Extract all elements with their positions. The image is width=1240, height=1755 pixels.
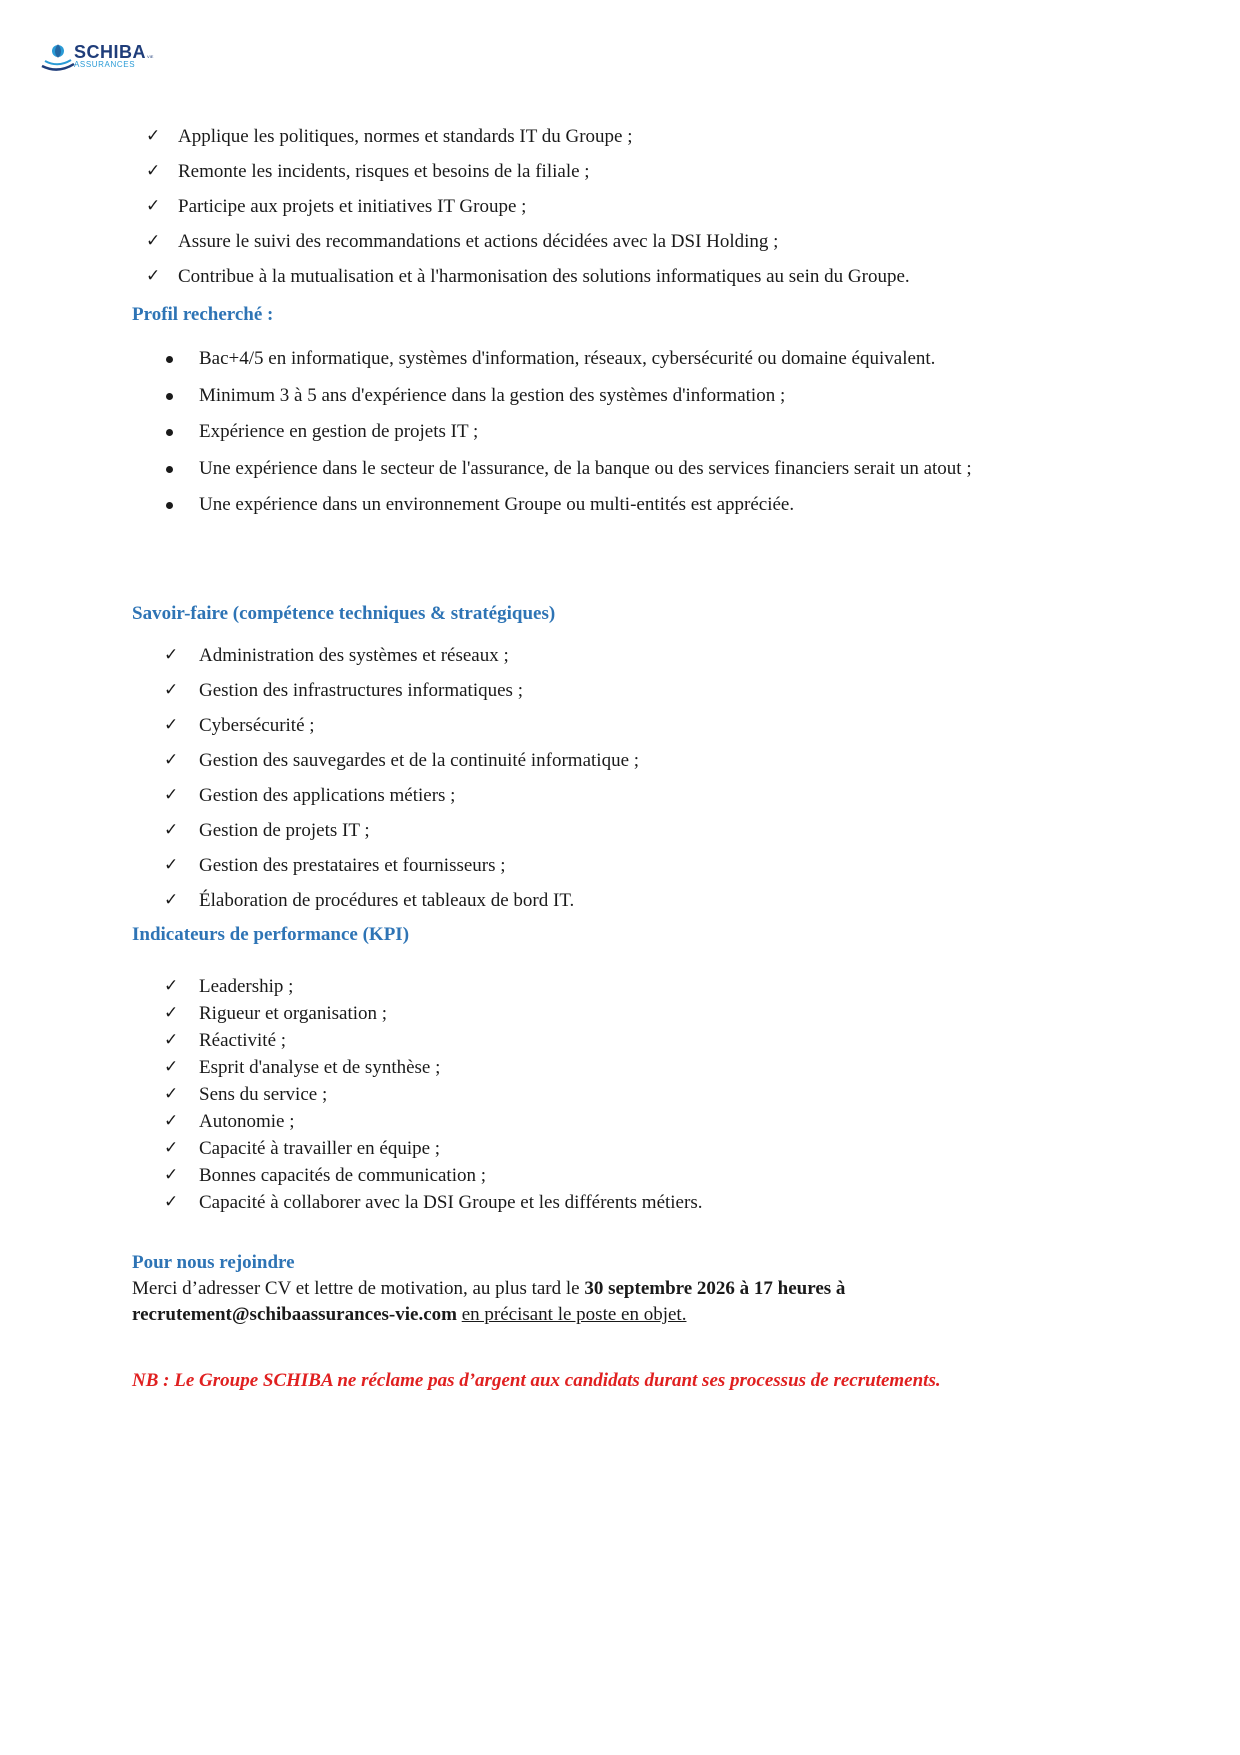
check-icon: ✓ [146,196,161,216]
join-intro: Merci d’adresser CV et lettre de motivation, au plus tard le [132,1278,585,1299]
list-item-text: Une expérience dans un environnement Groupe ou multi-entités est appréciée. [199,494,795,515]
profil-heading: Profil recherché : [132,304,274,325]
list-item-text: Réactivité ; [199,1030,287,1051]
check-icon: ✓ [164,820,179,840]
list-item [164,378,976,415]
deadline-text: 30 septembre 2026 à 17 heures à [584,1278,846,1299]
profil-list [164,341,976,524]
bullet-icon [166,393,173,400]
application-instructions [132,1250,977,1328]
scam-warning: NB : Le Groupe SCHIBA ne réclame pas d’argent aux candidats durant ses processus de recrutements. [132,1370,941,1391]
logo-tag: VIE [147,54,154,59]
list-item-text: Contribue à la mutualisation et à l'harmonisation des solutions informatiques au sein du Groupe. [178,266,910,287]
list-item-text: Sens du service ; [199,1084,328,1105]
logo-name: SCHIBA [74,42,147,62]
list-item-text: Une expérience dans le secteur de l'assurance, de la banque ou des services financiers serait un atout ; [199,457,972,479]
bullet-icon [166,466,173,473]
check-icon: ✓ [164,1192,179,1212]
list-item-text: Gestion des applications métiers ; [199,785,456,806]
check-icon: ✓ [146,266,161,286]
list-item [164,451,976,488]
check-icon: ✓ [164,855,179,875]
list-item-text: Administration des systèmes et réseaux ; [199,645,509,666]
logo-swirl-icon [40,40,76,72]
bullet-icon [166,429,173,436]
list-item-text: Assure le suivi des recommandations et actions décidées avec la DSI Holding ; [178,231,779,252]
check-icon: ✓ [164,1165,179,1185]
kpi-heading: Indicateurs de performance (KPI) [132,924,410,945]
list-item-text: Gestion de projets IT ; [199,820,370,841]
check-icon: ✓ [164,1111,179,1131]
list-item-text: Élaboration de procédures et tableaux de bord IT. [199,890,575,911]
check-icon: ✓ [146,161,161,181]
list-item-text: Rigueur et organisation ; [199,1003,388,1024]
list-item-text: Applique les politiques, normes et standards IT du Groupe ; [178,126,633,147]
check-icon: ✓ [164,750,179,770]
check-icon: ✓ [164,1138,179,1158]
list-item-text: Remonte les incidents, risques et besoins de la filiale ; [178,161,590,182]
list-item-text: Cybersécurité ; [199,715,315,736]
check-icon: ✓ [164,1084,179,1104]
check-icon: ✓ [164,645,179,665]
list-item-text: Gestion des infrastructures informatiques ; [199,680,523,701]
list-item-text: Esprit d'analyse et de synthèse ; [199,1057,441,1078]
check-icon: ✓ [164,1057,179,1077]
list-item-text: Participe aux projets et initiatives IT Groupe ; [178,196,527,217]
list-item-text: Leadership ; [199,976,294,997]
check-icon: ✓ [146,231,161,251]
check-icon: ✓ [164,680,179,700]
company-logo [40,38,170,78]
list-item-text: Gestion des prestataires et fournisseurs ; [199,855,506,876]
logo-subtitle: ASSURANCES [74,60,136,69]
list-item-text: Minimum 3 à 5 ans d'expérience dans la gestion des systèmes d'information ; [199,384,786,406]
check-icon: ✓ [164,785,179,805]
list-item [164,487,976,524]
savoir-faire-heading: Savoir-faire (compétence techniques & stratégiques) [132,603,556,624]
join-heading: Pour nous rejoindre [132,1252,295,1273]
recruitment-email[interactable]: recrutement@schibaassurances-vie.com [132,1304,457,1325]
list-item-text: Capacité à collaborer avec la DSI Groupe et les différents métiers. [199,1192,703,1213]
check-icon: ✓ [164,1003,179,1023]
list-item-text: Expérience en gestion de projets IT ; [199,421,479,442]
bullet-icon [166,356,173,363]
check-icon: ✓ [164,890,179,910]
bullet-icon [166,502,173,509]
check-icon: ✓ [164,1030,179,1050]
list-item-text: Autonomie ; [199,1111,295,1132]
list-item-text: Capacité à travailler en équipe ; [199,1138,441,1159]
subject-instruction: en précisant le poste en objet. [461,1304,687,1325]
check-icon: ✓ [164,715,179,735]
list-item-text: Gestion des sauvegardes et de la continuité informatique ; [199,750,640,771]
list-item [164,414,976,451]
check-icon: ✓ [164,976,179,996]
list-item-text: Bonnes capacités de communication ; [199,1165,487,1186]
list-item-text: Bac+4/5 en informatique, systèmes d'information, réseaux, cybersécurité ou domaine équivalent. [199,348,936,369]
list-item [164,341,976,378]
check-icon: ✓ [146,126,161,146]
